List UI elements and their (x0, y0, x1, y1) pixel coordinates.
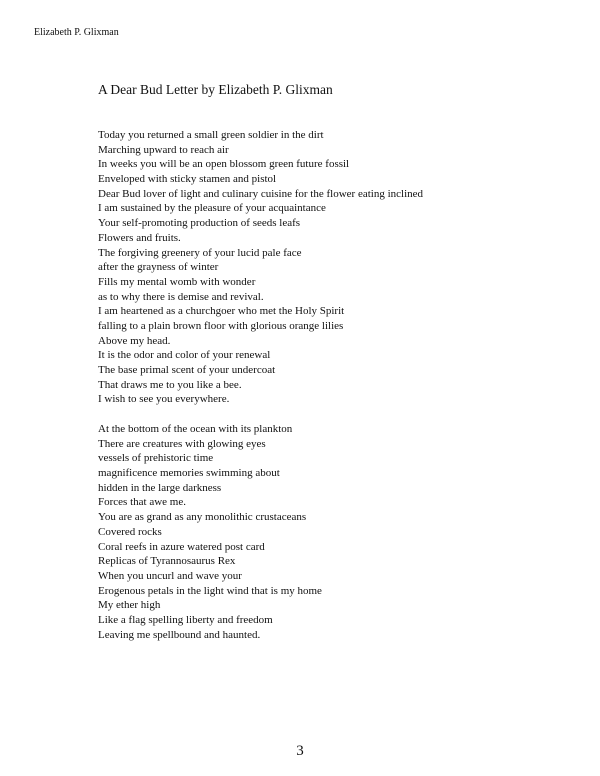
poem-line: falling to a plain brown floor with glorious orange lilies (98, 319, 344, 332)
poem-line: My ether high (98, 599, 161, 612)
poem-line: In weeks you will be an open blossom green future fossil (98, 158, 350, 171)
poem-line: magnificence memories swimming about (98, 467, 280, 480)
poem-line: Above my head. (98, 334, 171, 347)
poem-line: At the bottom of the ocean with its plankton (98, 423, 293, 435)
poem-line: The base primal scent of your undercoat (98, 364, 276, 376)
poem-line: I wish to see you everywhere. (98, 393, 230, 406)
poem-line: Leaving me spellbound and haunted. (98, 628, 261, 641)
page-number: 3 (296, 743, 304, 759)
poem-line: It is the odor and color of your renewal (98, 349, 271, 362)
poem-line: Fills my mental womb with wonder (98, 275, 256, 288)
poem-line: I am heartened as a churchgoer who met the Holy Spirit (98, 305, 345, 318)
poem-line: vessels of prehistoric time (98, 452, 214, 465)
poem-line: Erogenous petals in the light wind that is my home (98, 584, 322, 597)
poem-line: When you uncurl and wave your (98, 569, 242, 582)
poem-line: Covered rocks (98, 525, 162, 538)
poem-line: Like a flag spelling liberty and freedom (98, 613, 273, 626)
poem-line: Marching upward to reach air (98, 143, 229, 156)
poem-line: You are as grand as any monolithic crustaceans (98, 511, 307, 524)
poem-line: Replicas of Tyrannosaurus Rex (98, 555, 236, 568)
poem-line: That draws me to you like a bee. (98, 378, 242, 391)
poem-line: Dear Bud lover of light and culinary cuisine for the flower eating inclined (98, 187, 424, 200)
running-header-author: Elizabeth P. Glixman (34, 27, 119, 38)
poem-line: after the grayness of winter (98, 261, 219, 274)
poem-title: A Dear Bud Letter by Elizabeth P. Glixman (98, 82, 333, 97)
poem-line: Your self-promoting production of seeds leafs (98, 217, 301, 230)
poem-line: Enveloped with sticky stamen and pistol (98, 173, 277, 186)
poem-line: as to why there is demise and revival. (98, 290, 264, 303)
poem-line: The forgiving greenery of your lucid pale face (98, 246, 302, 259)
poem-stanza-2 (98, 422, 322, 642)
poem-line: Today you returned a small green soldier in the dirt (98, 129, 324, 141)
poem-line: hidden in the large darkness (98, 481, 222, 494)
poem-stanza-1 (98, 128, 423, 407)
poem-line: Forces that awe me. (98, 496, 186, 509)
poem-line: Flowers and fruits. (98, 231, 181, 244)
poem-line: I am sustained by the pleasure of your acquaintance (98, 202, 326, 215)
poem-line: There are creatures with glowing eyes (98, 437, 266, 450)
poem-line: Coral reefs in azure watered post card (98, 540, 265, 553)
